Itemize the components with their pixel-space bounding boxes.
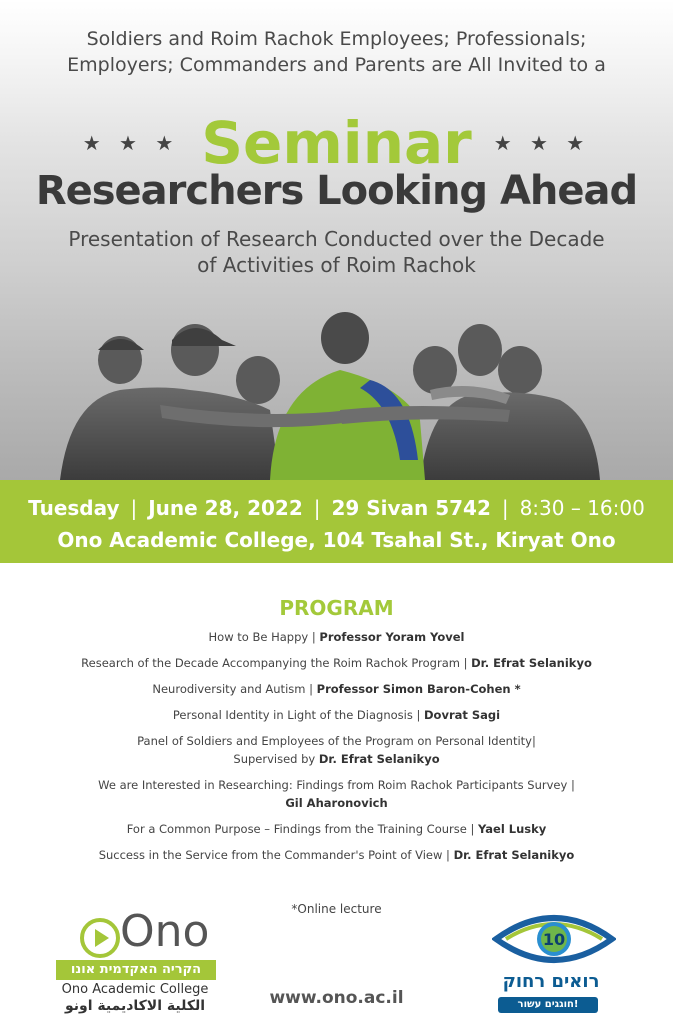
program-topic: Panel of Soldiers and Employees of the Program on Personal Identity| [137, 734, 536, 748]
stars-right-icon: ★ ★ ★ [493, 131, 591, 155]
separator: | [130, 496, 138, 520]
program-topic-line-2: Supervised by [233, 752, 316, 766]
program-item: How to Be Happy | Professor Yoram Yovel [208, 630, 465, 644]
program-topic: Research of the Decade Accompanying the Roim Rachok Program [81, 656, 460, 670]
program-topic: Success in the Service from the Commander's Point of View [98, 848, 443, 862]
event-details-band [0, 480, 673, 563]
website-link[interactable]: www.ono.ac.il [269, 988, 404, 1008]
program-item: Neurodiversity and Autism | Professor Simon Baron-Cohen * [152, 682, 521, 696]
roim-tagline: חוגגים עשור! [498, 997, 598, 1013]
svg-text:10: 10 [542, 930, 566, 949]
seminar-word: Seminar [201, 109, 472, 177]
ono-wordmark: Ono [120, 906, 210, 957]
program-topic: We are Interested in Researching: Findings from Roim Rachok Participants Survey | [98, 778, 575, 792]
separator: | [313, 496, 321, 520]
program-speaker: Yael Lusky [478, 822, 547, 836]
soldiers-group-photo [40, 310, 640, 480]
program-item: Research of the Decade Accompanying the Roim Rachok Program | Dr. Efrat Selanikyo [81, 656, 592, 670]
program-speaker: Professor Simon Baron-Cohen * [316, 682, 521, 696]
program-speaker: Dovrat Sagi [424, 708, 501, 722]
event-time: 8:30 – 16:00 [519, 496, 645, 520]
event-date: June 28, 2022 [148, 496, 303, 520]
subtitle-line-1: Presentation of Research Conducted over the Decade [68, 227, 605, 251]
program-speaker: Dr. Efrat Selanikyo [453, 848, 575, 862]
program-topic: Personal Identity in Light of the Diagnosis [172, 708, 413, 722]
stars-left-icon: ★ ★ ★ [82, 131, 180, 155]
invitation-line-2: Employers; Commanders and Parents are All Invited to a [67, 54, 606, 76]
invitation-text [0, 26, 673, 78]
ono-english-name: Ono Academic College [61, 982, 209, 997]
program-item: For a Common Purpose – Findings from the Training Course | Yael Lusky [126, 822, 547, 836]
program-item [0, 776, 673, 812]
event-date-line [0, 496, 673, 520]
program-item [0, 732, 673, 768]
program-topic: For a Common Purpose – Findings from the Training Course [126, 822, 467, 836]
main-title: Researchers Looking Ahead [35, 168, 638, 214]
program-speaker: Dr. Efrat Selanikyo [471, 656, 592, 670]
program-item: Success in the Service from the Commander's Point of View | Dr. Efrat Selanikyo [98, 848, 575, 862]
program-topic: Neurodiversity and Autism [152, 682, 306, 696]
program-speaker: Professor Yoram Yovel [319, 630, 465, 644]
program-list [0, 628, 673, 872]
eye-icon [492, 905, 616, 971]
online-lecture-note: *Online lecture [291, 902, 382, 916]
program-title: PROGRAM [279, 596, 394, 620]
ono-arabic-name: الكلية الاكاديمية اونو [64, 998, 206, 1014]
event-location: Ono Academic College, 104 Tsahal St., Kiryat Ono [57, 528, 616, 552]
separator: | [501, 496, 509, 520]
event-hebrew-date: 29 Sivan 5742 [331, 496, 491, 520]
roim-rachok-logo [486, 905, 626, 1020]
roim-hebrew-name: רואים רחוק [502, 971, 600, 992]
invitation-line-1: Soldiers and Roim Rachok Employees; Professionals; [86, 28, 587, 50]
subtitle [0, 226, 673, 278]
ono-hebrew-name: הקריה האקדמית אונו [56, 960, 216, 980]
subtitle-line-2: of Activities of Roim Rachok [197, 253, 476, 277]
program-topic: How to Be Happy [208, 630, 309, 644]
program-item: Personal Identity in Light of the Diagnosis | Dovrat Sagi [172, 708, 501, 722]
program-speaker: Gil Aharonovich [285, 796, 388, 810]
program-speaker: Dr. Efrat Selanikyo [318, 752, 440, 766]
event-day: Tuesday [28, 496, 120, 520]
